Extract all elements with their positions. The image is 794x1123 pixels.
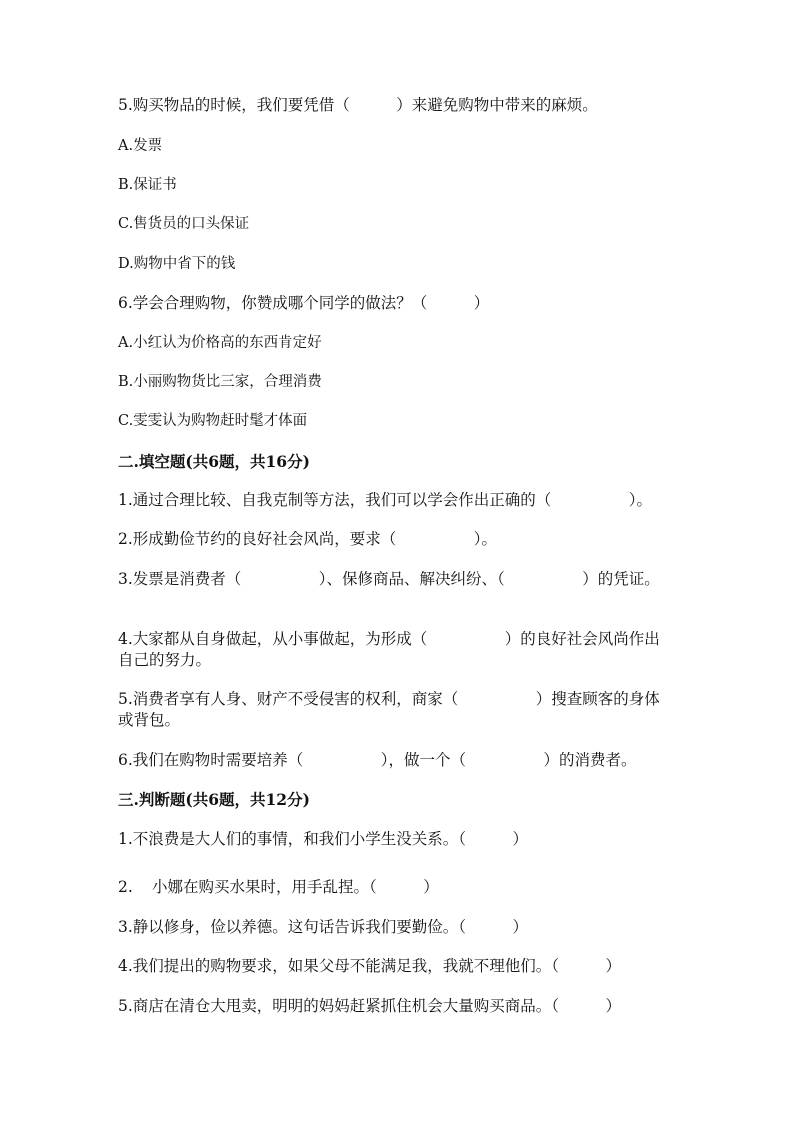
- judge-question-1: 1.不浪费是大人们的事情，和我们小学生没关系。（ ）: [118, 830, 529, 848]
- judge-question-2-text: 小娜在购买水果时，用手乱捏。（ ）: [152, 878, 439, 896]
- choice-question-6: 6.学会合理购物，你赞成哪个同学的做法？（ ）: [118, 294, 490, 312]
- judge-question-3: 3.静以修身，俭以养德。这句话告诉我们要勤俭。（ ）: [118, 918, 529, 936]
- option-b: B.保证书: [118, 177, 177, 193]
- fill-question-3: 3.发票是消费者（ ）、保修商品、解决纠纷、（ ）的凭证。: [118, 570, 660, 588]
- fill-question-1: 1.通过合理比较、自我克制等方法，我们可以学会作出正确的（ ）。: [118, 491, 653, 509]
- option-a: A.小红认为价格高的东西肯定好: [118, 335, 322, 351]
- fill-question-4: 4.大家都从自身做起，从小事做起，为形成（ ）的良好社会风尚作出自己的努力。: [118, 630, 660, 669]
- fill-question-5: 5.消费者享有人身、财产不受侵害的权利，商家（ ）搜查顾客的身体或背包。: [118, 690, 660, 729]
- judge-question-2: [118, 877, 678, 898]
- section-title-judge: 三.判断题(共6题，共12分): [118, 790, 310, 809]
- judge-question-5: 5.商店在清仓大甩卖，明明的妈妈赶紧抓住机会大量购买商品。（ ）: [118, 997, 622, 1015]
- fill-question-6: 6.我们在购物时需要培养（ ），做一个（ ）的消费者。: [118, 751, 637, 769]
- option-c: C.售货员的口头保证: [118, 216, 250, 232]
- judge-question-4: 4.我们提出的购物要求，如果父母不能满足我，我就不理他们。（ ）: [118, 957, 622, 975]
- choice-question-5: 5.购买物品的时候，我们要凭借（ ）来避免购物中带来的麻烦。: [118, 96, 598, 114]
- section-title-fill: 二.填空题(共6题，共16分): [118, 452, 310, 471]
- option-d: D.购物中省下的钱: [118, 256, 236, 272]
- option-c: C.雯雯认为购物赶时髦才体面: [118, 413, 308, 429]
- option-a: A.发票: [118, 138, 163, 154]
- judge-question-2-number: 2.: [118, 878, 133, 896]
- option-b: B.小丽购物货比三家，合理消费: [118, 374, 322, 390]
- fill-question-2: 2.形成勤俭节约的良好社会风尚，要求（ ）。: [118, 530, 498, 548]
